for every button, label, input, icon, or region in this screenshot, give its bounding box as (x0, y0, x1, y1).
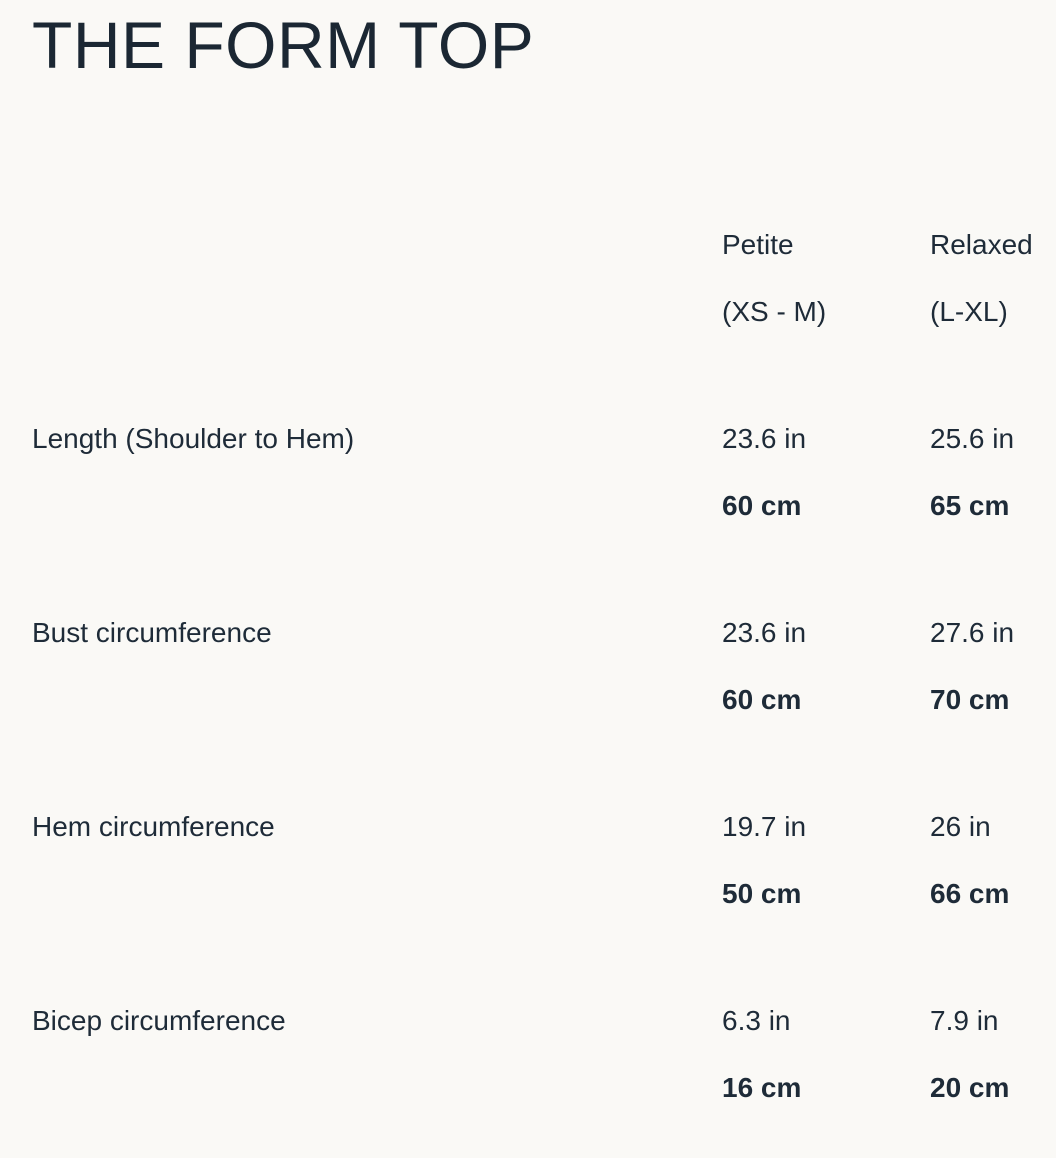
value-inches: 19.7 in (722, 811, 807, 842)
value-inches: 7.9 in (930, 1005, 999, 1036)
cell-hem-petite (722, 793, 930, 927)
cell-length-petite (722, 405, 930, 539)
table-row (32, 987, 1056, 1121)
cell-hem-relaxed (930, 793, 1056, 927)
table-row (32, 599, 1056, 733)
value-cm: 70 cm (930, 684, 1010, 715)
table-header-row (32, 211, 1056, 345)
column-size-range: (XS - M) (722, 296, 827, 327)
cell-length-relaxed (930, 405, 1056, 539)
value-inches: 27.6 in (930, 617, 1015, 648)
value-cm: 16 cm (722, 1072, 802, 1103)
value-cm: 50 cm (722, 878, 802, 909)
value-cm: 65 cm (930, 490, 1010, 521)
value-inches: 6.3 in (722, 1005, 791, 1036)
value-cm: 66 cm (930, 878, 1010, 909)
page-title: THE FORM TOP (32, 8, 535, 82)
value-inches: 23.6 in (722, 423, 807, 454)
cell-bicep-relaxed (930, 987, 1056, 1121)
cell-bicep-petite (722, 987, 930, 1121)
cell-bust-petite (722, 599, 930, 733)
column-name: Petite (722, 229, 794, 260)
column-header-petite (722, 211, 930, 345)
value-inches: 25.6 in (930, 423, 1015, 454)
value-cm: 20 cm (930, 1072, 1010, 1103)
table-row (32, 405, 1056, 539)
cell-bust-relaxed (930, 599, 1056, 733)
column-name: Relaxed (930, 229, 1033, 260)
value-cm: 60 cm (722, 684, 802, 715)
value-inches: 26 in (930, 811, 991, 842)
column-header-relaxed (930, 211, 1056, 345)
row-label-bust: Bust circumference (32, 617, 272, 648)
table-row (32, 793, 1056, 927)
value-cm: 60 cm (722, 490, 802, 521)
row-label-bicep: Bicep circumference (32, 1005, 286, 1036)
value-inches: 23.6 in (722, 617, 807, 648)
column-size-range: (L-XL) (930, 296, 1008, 327)
row-label-hem: Hem circumference (32, 811, 275, 842)
size-table (32, 211, 1056, 1121)
row-label-length: Length (Shoulder to Hem) (32, 423, 355, 454)
